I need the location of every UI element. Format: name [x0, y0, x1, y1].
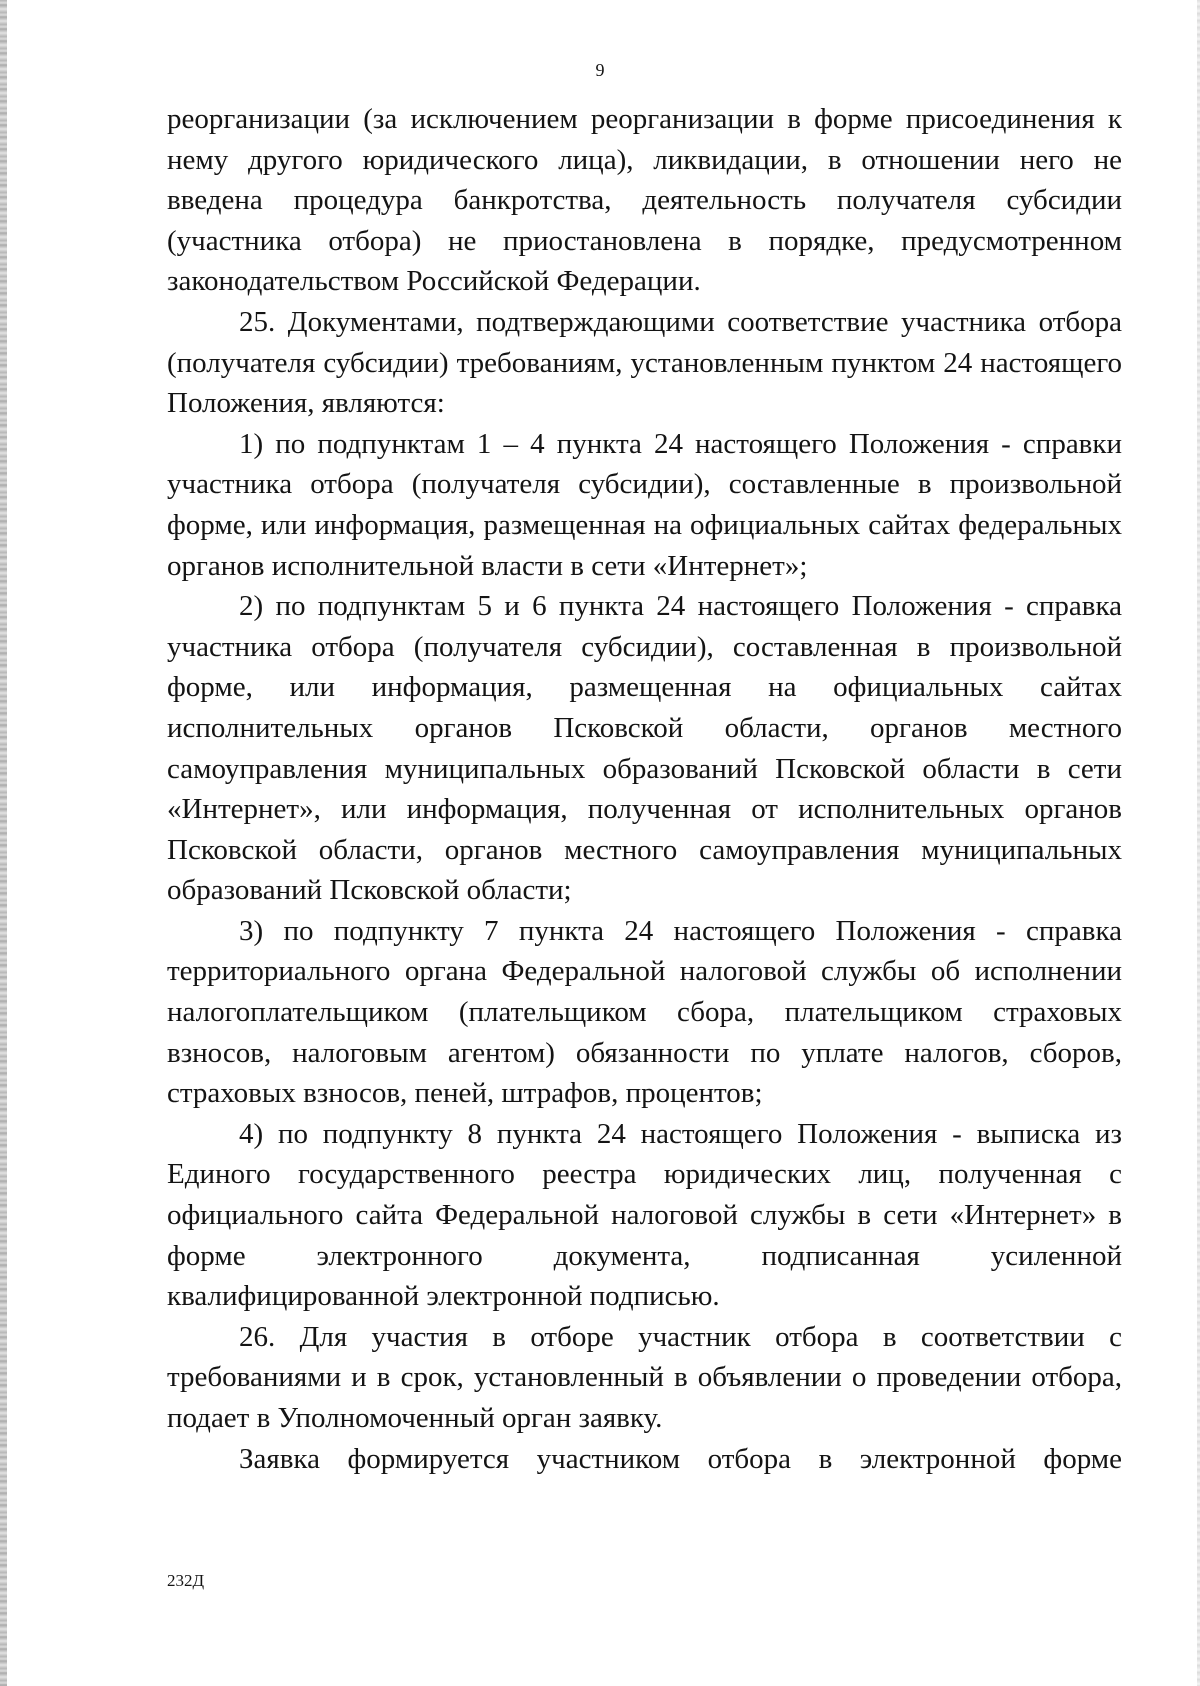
document-body: [167, 99, 1122, 1479]
paragraph-continuation: реорганизации (за исключением реорганизации в форме присоединения к нему другого юридического лица), ликвидации, в отношении него не введена процедура банкротства, деятельность получателя субсидии (участника отбора) не приостановлена в порядке, предусмотренном законодательством Российской Федерации.: [167, 103, 1122, 298]
paragraph-subitem-3: 3) по подпункту 7 пункта 24 настоящего Положения - справка территориального органа Федеральной налоговой службы об исполнении налогоплательщиком (плательщиком сбора, плательщиком страховых взносов, налоговым агентом) обязанности по уплате налогов, сборов, страховых взносов, пеней, штрафов, процентов;: [167, 914, 1122, 1110]
page-number: 9: [595, 60, 605, 80]
document-code: 232Д: [167, 1571, 205, 1590]
scan-edge-artifact-left: [0, 0, 7, 1686]
paragraph-subitem-1: 1) по подпунктам 1 – 4 пункта 24 настоящего Положения - справки участника отбора (получателя субсидии), составленные в произвольной форме, или информация, размещенная на официальных сайтах федеральных органов исполнительной власти в сети «Интернет»;: [167, 427, 1122, 582]
paragraph-item-26: 26. Для участия в отборе участник отбора в соответствии с требованиями и в срок, установленный в объявлении о проведении отбора, подает в Уполномоченный орган заявку.: [167, 1320, 1122, 1434]
paragraph-item-25: 25. Документами, подтверждающими соответствие участника отбора (получателя субсидии) требованиям, установленным пунктом 24 настоящего Положения, являются:: [167, 305, 1122, 420]
paragraph-application: Заявка формируется участником отбора в электронной форме: [239, 1442, 1122, 1475]
paragraph-subitem-4: 4) по подпункту 8 пункта 24 настоящего Положения - выписка из Единого государственного реестра юридических лиц, полученная с официального сайта Федеральной налоговой службы в сети «Интернет» в форме электронного документа, подписанная усиленной квалифицированной электронной подписью.: [167, 1117, 1122, 1313]
paragraph-subitem-2: 2) по подпунктам 5 и 6 пункта 24 настоящего Положения - справка участника отбора (получателя субсидии), составленная в произвольной форме, или информация, размещенная на официальных сайтах исполнительных органов Псковской области, органов местного самоуправления муниципальных образований Псковской области в сети «Интернет», или информация, полученная от исполнительных органов Псковской области, органов местного самоуправления муниципальных образований Псковской области;: [167, 590, 1122, 907]
